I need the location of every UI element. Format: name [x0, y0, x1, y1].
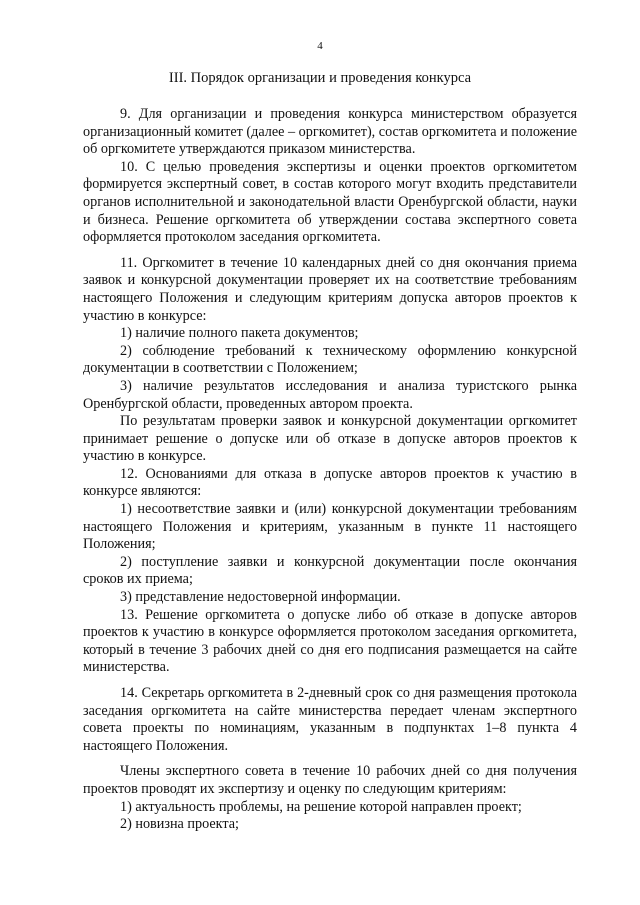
list-item: 2) соблюдение требований к техническому оформлению конкурсной документации в соответствии с Положением; [83, 342, 577, 377]
document-body [83, 106, 577, 834]
paragraph-10: 10. С целью проведения экспертизы и оценки проектов оргкомитетом формируется экспертный совет, в состав которого могут входить представители органов исполнительной и законодательной власти Оренбургской области, науки и бизнеса. Решение оргкомитета об утверждении состава экспертного совета оформляется протоколом заседания оргкомитета. [83, 158, 577, 246]
list-item: 2) поступление заявки и конкурсной документации после окончания сроков их приема; [83, 553, 577, 588]
paragraph-9: 9. Для организации и проведения конкурса министерством образуется организационный комитет (далее – оргкомитет), состав оргкомитета и положение об оргкомитете утверждаются приказом министерства. [83, 106, 577, 158]
paragraph-13: 13. Решение оргкомитета о допуске либо об отказе в допуске авторов проектов к участию в конкурсе оформляется протоколом заседания оргкомитета, который в течение 3 рабочих дней со дня его подписания размещается на сайте министерства. [83, 606, 577, 676]
list-item: 3) представление недостоверной информации. [120, 589, 401, 606]
section-title: III. Порядок организации и проведения конкурса [168, 70, 472, 86]
list-item: 1) наличие полного пакета документов; [120, 325, 359, 342]
paragraph-14-criteria: Члены экспертного совета в течение 10 рабочих дней со дня получения проектов проводят их экспертизу и оценку по следующим критериям: [83, 763, 577, 797]
list-item: 3) наличие результатов исследования и анализа туристского рынка Оренбургской области, проведенных автором проекта. [83, 377, 577, 412]
page-number: 4 [317, 40, 323, 52]
paragraph-14: 14. Секретарь оргкомитета в 2-дневный срок со дня размещения протокола заседания оргкомитета на сайте министерства передает членам экспертного совета проекты по номинациям, указанным в подпунктах 1–8 пункта 4 настоящего Положения. [83, 685, 577, 754]
list-item: 1) несоответствие заявки и (или) конкурсной документации требованиям настоящего Положения и критериям, указанным в пункте 11 настоящего Положения; [83, 501, 577, 553]
paragraph-11: 11. Оргкомитет в течение 10 календарных дней со дня окончания приема заявок и конкурсной документации проверяет их на соответствие требованиям настоящего Положения и следующим критериям допуска авторов проектов к участию в конкурсе: [83, 254, 577, 324]
list-item: 1) актуальность проблемы, на решение которой направлен проект; [120, 798, 522, 815]
paragraph-12: 12. Основаниями для отказа в допуске авторов проектов к участию в конкурсе являются: [83, 465, 577, 500]
paragraph-11-result: По результатам проверки заявок и конкурсной документации оргкомитет принимает решение о допуске или об отказе в допуске авторов проектов к участию в конкурсе. [83, 413, 577, 465]
list-item: 2) новизна проекта; [120, 816, 239, 833]
